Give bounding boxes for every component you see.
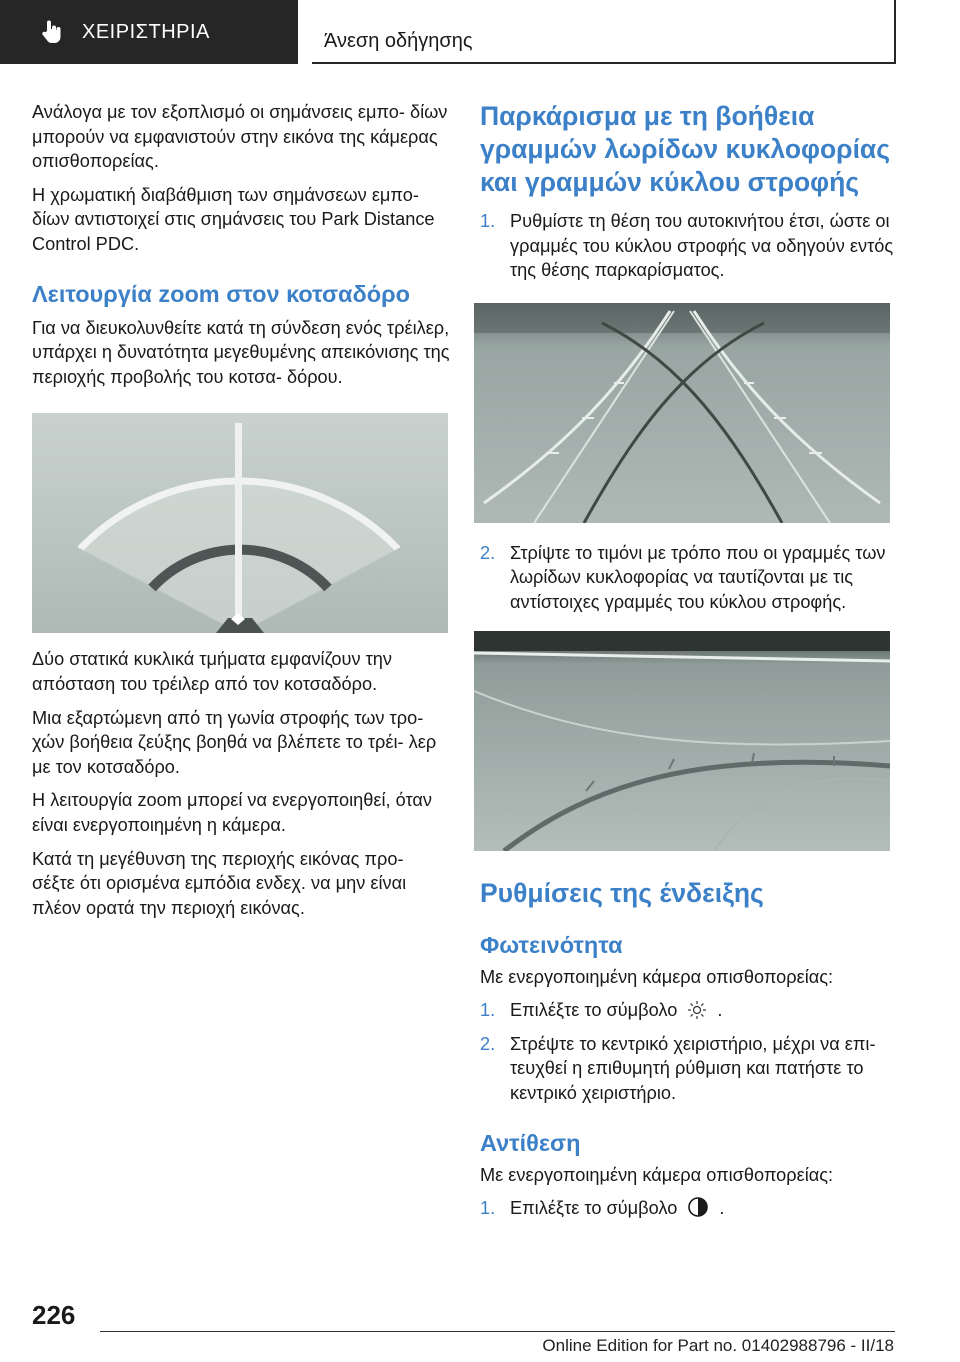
section-label: ΧΕΙΡΙΣΤΗΡΙΑ: [82, 20, 210, 43]
paragraph: Μια εξαρτώμενη από τη γωνία στροφής των τρο‐ χών βοήθεια ζεύξης βοηθά να βλέπετε το τρέι‐ λερ με τον κοτσαδόρο.: [32, 707, 437, 777]
list-item: [480, 541, 894, 615]
right-column: [480, 100, 894, 1230]
paragraph: Ανάλογα με τον εξοπλισμό οι σημάνσεις εμπο‐ δίων μπορούν να εμφανιστούν στην εικόνα της κάμερας οπισθοπορείας.: [32, 102, 448, 172]
section-tab: [0, 0, 298, 64]
hand-pointer-icon: [38, 18, 66, 46]
step-number: 1.: [480, 1198, 496, 1219]
list-item: [480, 1196, 894, 1221]
parking-lines-image-1: [474, 303, 890, 523]
list-item: [480, 209, 894, 283]
heading-display-settings: Ρυθμίσεις της ένδειξης: [480, 877, 764, 908]
hitch-zoom-image: [32, 413, 448, 633]
step-text: Στρίψτε το τιμόνι με τρόπο που οι γραμμές των λωρίδων κυκλοφορίας να ταυτίζονται με τις αντίστοιχες γραμμές του κύκλου στροφής.: [510, 542, 886, 612]
list-item: [480, 1032, 894, 1106]
contrast-icon: [687, 1196, 709, 1218]
step-text: Επιλέξτε το σύμβολο: [510, 1198, 678, 1219]
paragraph: Δύο στατικά κυκλικά τμήματα εμφανίζουν την απόσταση του τρέιλερ από τον κοτσαδόρο.: [32, 649, 393, 694]
step-text-end: .: [719, 1198, 725, 1219]
step-number: 1.: [480, 211, 496, 231]
paragraph: Η χρωματική διαβάθμιση των σημάνσεων εμπο‐ δίων αντιστοιχεί στις σημάνσεις του Park Distance Control PDC.: [32, 184, 435, 254]
step-text: Επιλέξτε το σύμβολο: [510, 1000, 678, 1021]
heading-zoom: Λειτουργία zoom στον κοτσαδόρο: [32, 280, 410, 307]
step-text: Ρυθμίστε τη θέση του αυτοκινήτου έτσι, ώστε οι γραμμές του κύκλου στροφής να οδηγούν εντός της θέσης παρκαρίσματος.: [510, 211, 894, 281]
footer-divider: [100, 1331, 895, 1332]
left-column: [32, 100, 450, 929]
step-number: 1.: [480, 1000, 496, 1021]
list-item: [480, 998, 894, 1023]
heading-contrast: Αντίθεση: [480, 1129, 581, 1156]
page-header: [0, 0, 960, 66]
step-text: Στρέψτε το κεντρικό χειριστήριο, μέχρι να επι‐ τευχθεί η επιθυμητή ρύθμιση και πατήστε το κεντρικό χειριστήριο.: [510, 1033, 876, 1103]
edition-text: Online Edition for Part no. 01402988796 - II/18: [542, 1336, 894, 1355]
parking-lines-image-2: [474, 631, 890, 851]
page-number: 226: [32, 1300, 76, 1330]
chapter-box: [312, 0, 896, 64]
step-number: 2.: [480, 542, 496, 563]
paragraph: Με ενεργοποιημένη κάμερα οπισθοπορείας:: [480, 966, 834, 987]
heading-parking: Παρκάρισμα με τη βοήθεια γραμμών λωρίδων κυκλοφορίας και γραμμών κύκλου στροφής: [480, 101, 890, 197]
paragraph: Η λειτουργία zoom μπορεί να ενεργοποιηθεί, όταν είναι ενεργοποιημένη η κάμερα.: [32, 790, 433, 835]
step-number: 2.: [480, 1033, 496, 1054]
sun-icon: [687, 1000, 707, 1020]
paragraph: Για να διευκολυνθείτε κατά τη σύνδεση ενός τρέιλερ, υπάρχει η δυνατότητα μεγεθυμένης απεικόνισης της περιοχής προβολής του κοτσα‐ δόρου.: [32, 317, 450, 387]
heading-brightness: Φωτεινότητα: [480, 931, 623, 958]
chapter-label: Άνεση οδήγησης: [324, 30, 473, 52]
paragraph: Κατά τη μεγέθυνση της περιοχής εικόνας προ‐ σέξτε ότι ορισμένα εμπόδια ενδεχ. να μην είναι πλέον ορατά την περιοχή εικόνας.: [32, 848, 407, 918]
paragraph: Με ενεργοποιημένη κάμερα οπισθοπορείας:: [480, 1164, 834, 1185]
step-text-end: .: [717, 1000, 723, 1021]
